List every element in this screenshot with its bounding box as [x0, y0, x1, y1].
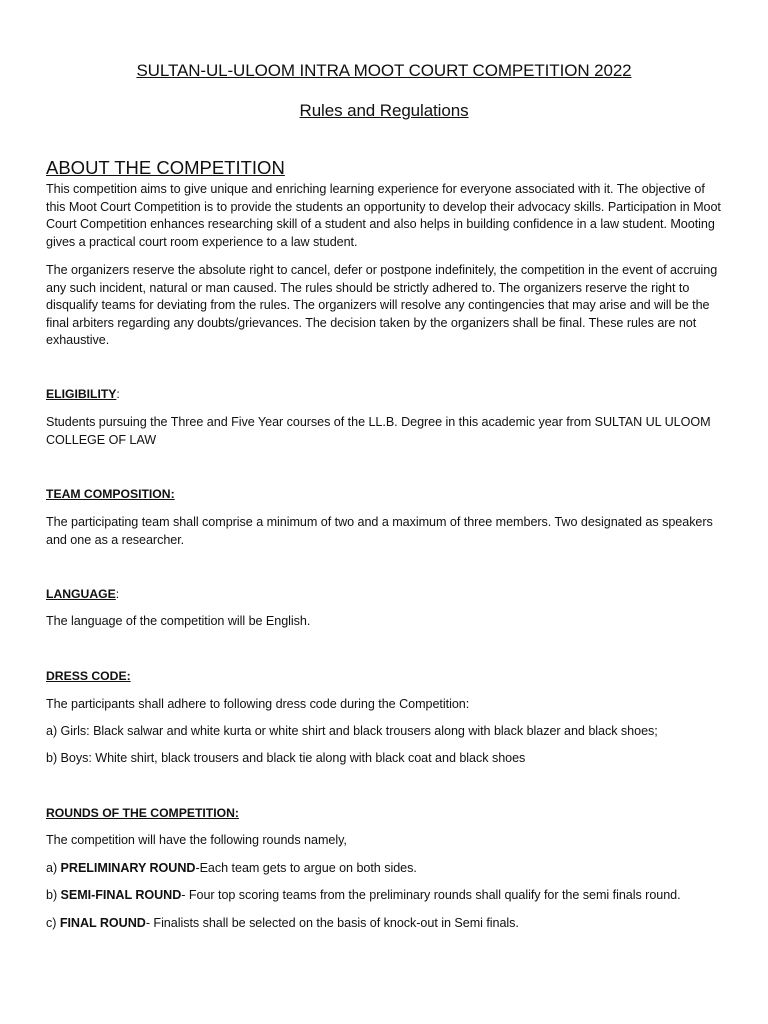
document-title: SULTAN-UL-ULOOM INTRA MOOT COURT COMPETITION 2022 [136, 61, 632, 80]
round-item-preliminary [46, 860, 722, 878]
document-subtitle: Rules and Regulations [299, 101, 469, 120]
eligibility-text: Students pursuing the Three and Five Year courses of the LL.B. Degree in this academic year from SULTAN UL ULOOM COLLEGE OF LAW [46, 415, 711, 447]
about-paragraph-2: The organizers reserve the absolute right to cancel, defer or postpone indefinitely, the competition in the event of accruing any such incident, natural or man caused. The rules should be strictly adhered to. The organizers reserve the right to disqualify teams for deviating from the rules. The organizers will resolve any contingencies that may arise and will be the final arbiters regarding any doubts/grievances. The decision taken by the organizers shall be final. These rules are not exhaustive. [46, 263, 718, 348]
round-name: SEMI-FINAL ROUND [60, 888, 182, 902]
team-composition-heading [46, 487, 175, 501]
dress-code-girls: a) Girls: Black salwar and white kurta or white shirt and black trousers along with black blazer and black shoes; [46, 724, 658, 738]
round-item-final [46, 915, 722, 933]
language-heading [46, 587, 119, 601]
round-prefix: a) [46, 861, 61, 875]
round-name: PRELIMINARY ROUND [60, 861, 196, 875]
rounds-heading-text: ROUNDS OF THE COMPETITION: [46, 806, 239, 820]
round-item-semi-final [46, 887, 722, 905]
round-text: -Each team gets to argue on both sides. [195, 861, 417, 875]
dress-code-heading-text: DRESS CODE: [46, 669, 131, 683]
round-text: - Four top scoring teams from the preliminary rounds shall qualify for the semi finals round. [181, 888, 681, 902]
eligibility-heading-text: ELIGIBILITY [46, 387, 117, 401]
round-prefix: b) [46, 888, 61, 902]
round-name: FINAL ROUND [59, 916, 146, 930]
round-prefix: c) [46, 916, 60, 930]
rounds-heading [46, 806, 239, 820]
about-heading: ABOUT THE COMPETITION [46, 157, 285, 178]
team-composition-text: The participating team shall comprise a minimum of two and a maximum of three members. Two designated as speakers and one as a researcher. [46, 515, 713, 547]
team-composition-heading-text: TEAM COMPOSITION: [46, 487, 175, 501]
dress-code-boys: b) Boys: White shirt, black trousers and black tie along with black coat and black shoes [46, 751, 526, 765]
dress-code-intro: The participants shall adhere to following dress code during the Competition: [46, 697, 470, 711]
about-paragraph-1: This competition aims to give unique and enriching learning experience for everyone associated with it. The objective of this Moot Court Competition is to provide the students an opportunity to develop their advocacy skills. Participation in Moot Court Competition enhances researching skill of a student and also helps in building confidence in a law student. Mooting gives a practical court room experience to a law student. [46, 182, 721, 249]
language-text: The language of the competition will be English. [46, 614, 311, 628]
language-heading-text: LANGUAGE [46, 587, 116, 601]
eligibility-heading-colon: : [116, 387, 120, 401]
round-text: - Finalists shall be selected on the basis of knock-out in Semi finals. [145, 916, 519, 930]
eligibility-heading [46, 387, 120, 401]
dress-code-heading [46, 669, 131, 683]
language-heading-colon: : [115, 587, 120, 601]
rounds-intro: The competition will have the following rounds namely, [46, 833, 347, 847]
